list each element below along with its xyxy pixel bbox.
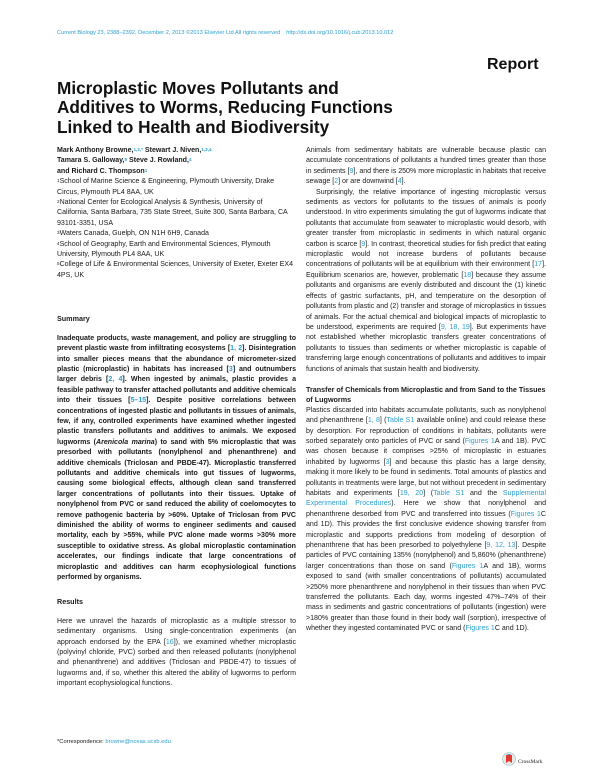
citation-link[interactable]: Table S1 bbox=[386, 417, 415, 425]
author-name: Steve J. Rowland, bbox=[129, 157, 189, 165]
citation-link[interactable]: Figures 1 bbox=[510, 510, 541, 518]
affiliation-text: National Center for Ecological Analysis & Synthesis, University of California, Santa Barbara, 735 State Street, Suite 300, Santa Barbara, CA 93101-3351, USA bbox=[57, 199, 288, 227]
results-paragraph bbox=[57, 617, 296, 690]
affiliation-text: School of Marine Science & Engineering, Plymouth University, Drake Circus, Plymouth PL4 8AA, UK bbox=[57, 178, 275, 196]
body-paragraph bbox=[306, 146, 546, 188]
text-segment: A and 1B), worms exposed to sand (with smaller concentrations of pollutants) accumulated >250% more phenanthrene and nonylphenol in their tissues than when PVC transferred the pollutants. Each day, worms ingested 47%–74% of their mass in sediments and gastric concentrations of pollutants (ingestion) were >180% greater than those found in their body wall (sorption), irrespective of whether they ingested contaminated PVC or sand ( bbox=[306, 562, 547, 633]
affiliation bbox=[57, 260, 296, 281]
body-paragraph bbox=[306, 188, 546, 375]
text-segment: ] ( bbox=[423, 490, 434, 497]
text-segment: ] ( bbox=[379, 417, 387, 425]
citation-link[interactable]: 1, 8 bbox=[367, 417, 380, 425]
text-segment: available online) and could release these by desorption. For reproduction of conditions in habitats, pollutants were sorbed separately onto particles of PVC or sand ( bbox=[306, 417, 546, 445]
text-segment: Surprisingly, the relative importance of ingesting microplastic versus sediments as vectors for pollutants to the tissues of animals is poorly understood. In vitro experiments simulating the gut of lugworms indicate that pollutants that accumulate from seawater to microplastic would desorb, with greater transfer from microplastic in sediments in which natural organic carbon is scarce [ bbox=[306, 188, 546, 248]
text-segment: ) to sand with 5% microplastic that was presorbed with pollutants (nonylphenol and phenanthrene) and additive chemicals (Triclosan and PBDE-47). Microplastic transferred pollutants and additive chemicals into gut tissues of lugworms, causing some biological effects, although clean sand transferred larger concentrations of pollutants into their tissues. Uptake of nonylphenol from PVC or sand reduced the ability of coelomocytes to remove pathogenic bacteria by >60%. Uptake of Triclosan from PVC diminished the ability of worms to engineer sediments and caused mortality, each by >55%, while PVC alone made worms >30% more susceptible to oxidative stress. As global microplastic contamination accelerates, our findings indicate that large concentrations of microplastic and additives can harm ecophysiological functions performed by organisms. bbox=[57, 438, 296, 582]
text-segment: ). Here we show that nonylphenol and phenanthrene desorbed from PVC and transferred into tissues ( bbox=[306, 500, 546, 518]
paper-title: Microplastic Moves Pollutants and Additives to Worms, Reducing Functions Linked to Health and Biodiversity bbox=[57, 78, 393, 137]
correspondence-label: *Correspondence: bbox=[57, 739, 106, 745]
text-segment: ]. Despite positive correlations between concentrations of ingested plastic and pollutants in tissues of animals, few, if any, controlled experiments have examined whether ingested plastic transfers pollutants and additives to animals. We exposed lugworms ( bbox=[57, 397, 296, 446]
crossmark-label: CrossMark bbox=[518, 758, 543, 765]
text-segment: ]. Despite particles of PVC containing 135% (nonylphenol) and 5,860% (phenanthrene) larger concentrations than those on sand ( bbox=[306, 542, 546, 570]
citation-link[interactable]: Figures 1 bbox=[465, 625, 495, 633]
affiliation-text: School of Geography, Earth and Environmental Sciences, Plymouth University, Plymouth PL4 8AA, UK bbox=[57, 240, 271, 259]
text-segment: Here we unravel the hazards of microplastic as a multiple stressor to sedimentary organisms. Using single-concentration experiments (an approach endorsed by the EPA [ bbox=[57, 617, 296, 646]
affiliation bbox=[57, 198, 296, 229]
text-segment: ] and outnumbers larger debris [ bbox=[57, 365, 296, 384]
affiliation-number: 5 bbox=[57, 261, 60, 267]
citation-link[interactable]: Supplemental Experimental Procedures bbox=[306, 490, 547, 508]
correspondence-email-link[interactable]: browne@nceas.ucsb.edu bbox=[105, 739, 171, 745]
text-segment: ] because they assume pollutants and organisms are evenly distributed and discount the (1) kinetic effects of gastric surfactants, pH, and temperature on the desorption of pollutants from plastic and (2) transfer and storage of microplastics in tissues of animals. For the actual chemical and biological impacts of microplastic to be understood, experiments are required [ bbox=[306, 271, 546, 331]
citation-link[interactable]: 3 bbox=[385, 458, 390, 466]
affiliation-text: Waters Canada, Guelph, ON N1H 6H9, Canada bbox=[59, 230, 209, 238]
affiliation bbox=[57, 240, 296, 261]
affiliation-text: College of Life & Environmental Sciences, University of Exeter, Exeter EX4 4PS, UK bbox=[57, 261, 294, 279]
citation-link[interactable]: 2 bbox=[334, 178, 339, 186]
author-affiliation-marker[interactable]: 1,3,4 bbox=[201, 147, 212, 152]
affiliation bbox=[57, 177, 296, 198]
citation-link[interactable]: 9, 12, 13 bbox=[486, 542, 516, 550]
citation-link[interactable]: 3 bbox=[228, 365, 233, 373]
text-segment: ], and there is 250% more microplastic in habitats that receive sewage [ bbox=[306, 167, 546, 186]
citation-link[interactable]: 16 bbox=[165, 638, 174, 646]
crossmark-badge[interactable] bbox=[502, 752, 542, 771]
text-segment: Plastics discarded into habitats accumulate pollutants, such as nonylphenol and phenanthrene [ bbox=[306, 406, 546, 425]
text-segment: ]. Equilibrium scenarios are, however, problematic [ bbox=[306, 261, 546, 279]
author-name: and Richard C. Thompson bbox=[57, 167, 145, 175]
author-list bbox=[57, 146, 296, 177]
text-segment: C and 1D). bbox=[494, 625, 529, 633]
citation-link[interactable]: 9 bbox=[349, 167, 354, 175]
citation-link[interactable]: 17 bbox=[534, 261, 543, 269]
citation-link[interactable]: 9, 18, 19 bbox=[440, 323, 470, 331]
author-affiliation-marker[interactable]: 4 bbox=[188, 157, 192, 163]
correspondence-note bbox=[57, 739, 171, 745]
summary-heading: Summary bbox=[57, 314, 90, 324]
citation-link[interactable]: 5–15 bbox=[130, 397, 147, 405]
affiliation-number: 3 bbox=[57, 230, 60, 236]
text-segment: ] or are downwind [ bbox=[338, 178, 398, 186]
citation-link[interactable]: 9 bbox=[361, 240, 366, 248]
right-column bbox=[306, 146, 546, 635]
citation-link[interactable]: Figures 1 bbox=[451, 562, 484, 570]
citation-link[interactable]: 18 bbox=[463, 271, 472, 279]
citation-link[interactable]: 4 bbox=[397, 178, 402, 186]
citation-link[interactable]: 2, 4 bbox=[108, 376, 123, 384]
citation-link[interactable]: 19, 20 bbox=[399, 490, 424, 497]
text-segment: ]), we examined whether microplastic (polyvinyl chloride, PVC) sorbed and then released pollutants (nonylphenol and phenanthrene) and additives (Triclosan and PBDE-47) to tissues of lugworms and, if so, whether this altered the ability of lugworms to perform important ecophysiological functions. bbox=[57, 638, 296, 688]
results-heading: Results bbox=[57, 597, 83, 607]
affiliation-number: 1 bbox=[57, 178, 60, 184]
text-segment: ]. Disintegration into smaller pieces means that the abundance of micrometer-sized plastic (microplastic) in habitats has increased [ bbox=[57, 345, 296, 373]
author-affiliation-marker[interactable]: 5 bbox=[124, 157, 128, 163]
author-affiliation-marker[interactable]: 1,2,* bbox=[133, 147, 143, 152]
doi-link[interactable]: http://dx.doi.org/10.1016/j.cub.2013.10.012 bbox=[286, 30, 394, 36]
affiliation bbox=[57, 229, 296, 239]
author-name: Mark Anthony Browne, bbox=[57, 147, 134, 154]
species-name: Arenicola marina bbox=[96, 438, 155, 446]
text-segment: A and 1B). PVC was chosen because it comprises >25% of microplastic in estuaries inhabited by lugworms [ bbox=[306, 437, 547, 466]
citation-link[interactable]: Table S1 bbox=[433, 490, 465, 497]
author-name: Stewart J. Niven, bbox=[144, 147, 202, 154]
author-name: Tamara S. Galloway, bbox=[57, 157, 125, 165]
article-type-label: Report bbox=[487, 56, 539, 73]
text-segment: ]. bbox=[401, 178, 406, 186]
text-segment: ]. But experiments have not established whether microplastic transfers greater concentrations of pollutants to tissues than sediments or whether microplastic is capable of transferring large enough concentrations of pollutants and additives to impair functions of animals that sustain health and biodiversity. bbox=[306, 323, 547, 373]
text-segment: Animals from sedimentary habitats are vulnerable because plastic can accumulate concentrations of pollutants a hundred times greater than those in sediments [ bbox=[306, 147, 546, 175]
text-segment: and the bbox=[464, 490, 503, 497]
citation-link[interactable]: 1, 2 bbox=[230, 345, 243, 353]
crossmark-icon bbox=[502, 752, 516, 771]
summary-paragraph bbox=[57, 334, 296, 584]
left-column bbox=[57, 146, 296, 690]
affiliation-list bbox=[57, 177, 296, 281]
body-paragraph bbox=[306, 406, 546, 635]
text-segment: ]. In contrast, theoretical studies for fish predict that eating microplastic would not increase burdens of pollutants because concentrations of pollutants will be at equilibrium with their environment [ bbox=[306, 240, 546, 269]
citation-link[interactable]: Figures 1 bbox=[464, 437, 495, 445]
text-segment: ]. When ingested by animals, plastic provides a feasible pathway to transfer attached pollutants and additive chemicals into their tissues [ bbox=[57, 376, 296, 405]
journal-citation: Current Biology 23, 2388–2392, December 2, 2013 ©2013 Elsevier Ltd All rights reserved bbox=[57, 30, 281, 36]
text-segment: C and 1D). This provides the first conclusive evidence showing transfer from microplastic and supports predictions from modeling of desorption of phenanthrene that has been presorbed to polyethylene [ bbox=[306, 510, 547, 550]
section-heading-transfer: Transfer of Chemicals from Microplastic and from Sand to the Tissues of Lugworms bbox=[306, 384, 546, 405]
journal-citation-header bbox=[57, 30, 393, 36]
text-segment: Inadequate products, waste management, and policy are struggling to prevent plastic waste from infiltrating ecosystems [ bbox=[57, 334, 296, 353]
affiliation-number: 4 bbox=[57, 240, 60, 246]
author-affiliation-marker[interactable]: 1 bbox=[144, 167, 148, 173]
affiliation-number: 2 bbox=[57, 199, 60, 205]
text-segment: ] and because this plastic has a large density, making it more likely to be found in sediments. Total amounts of plastics and pollutants in treatments were large, but not without precedent in sedimentary habitats and experiments [ bbox=[306, 458, 546, 497]
